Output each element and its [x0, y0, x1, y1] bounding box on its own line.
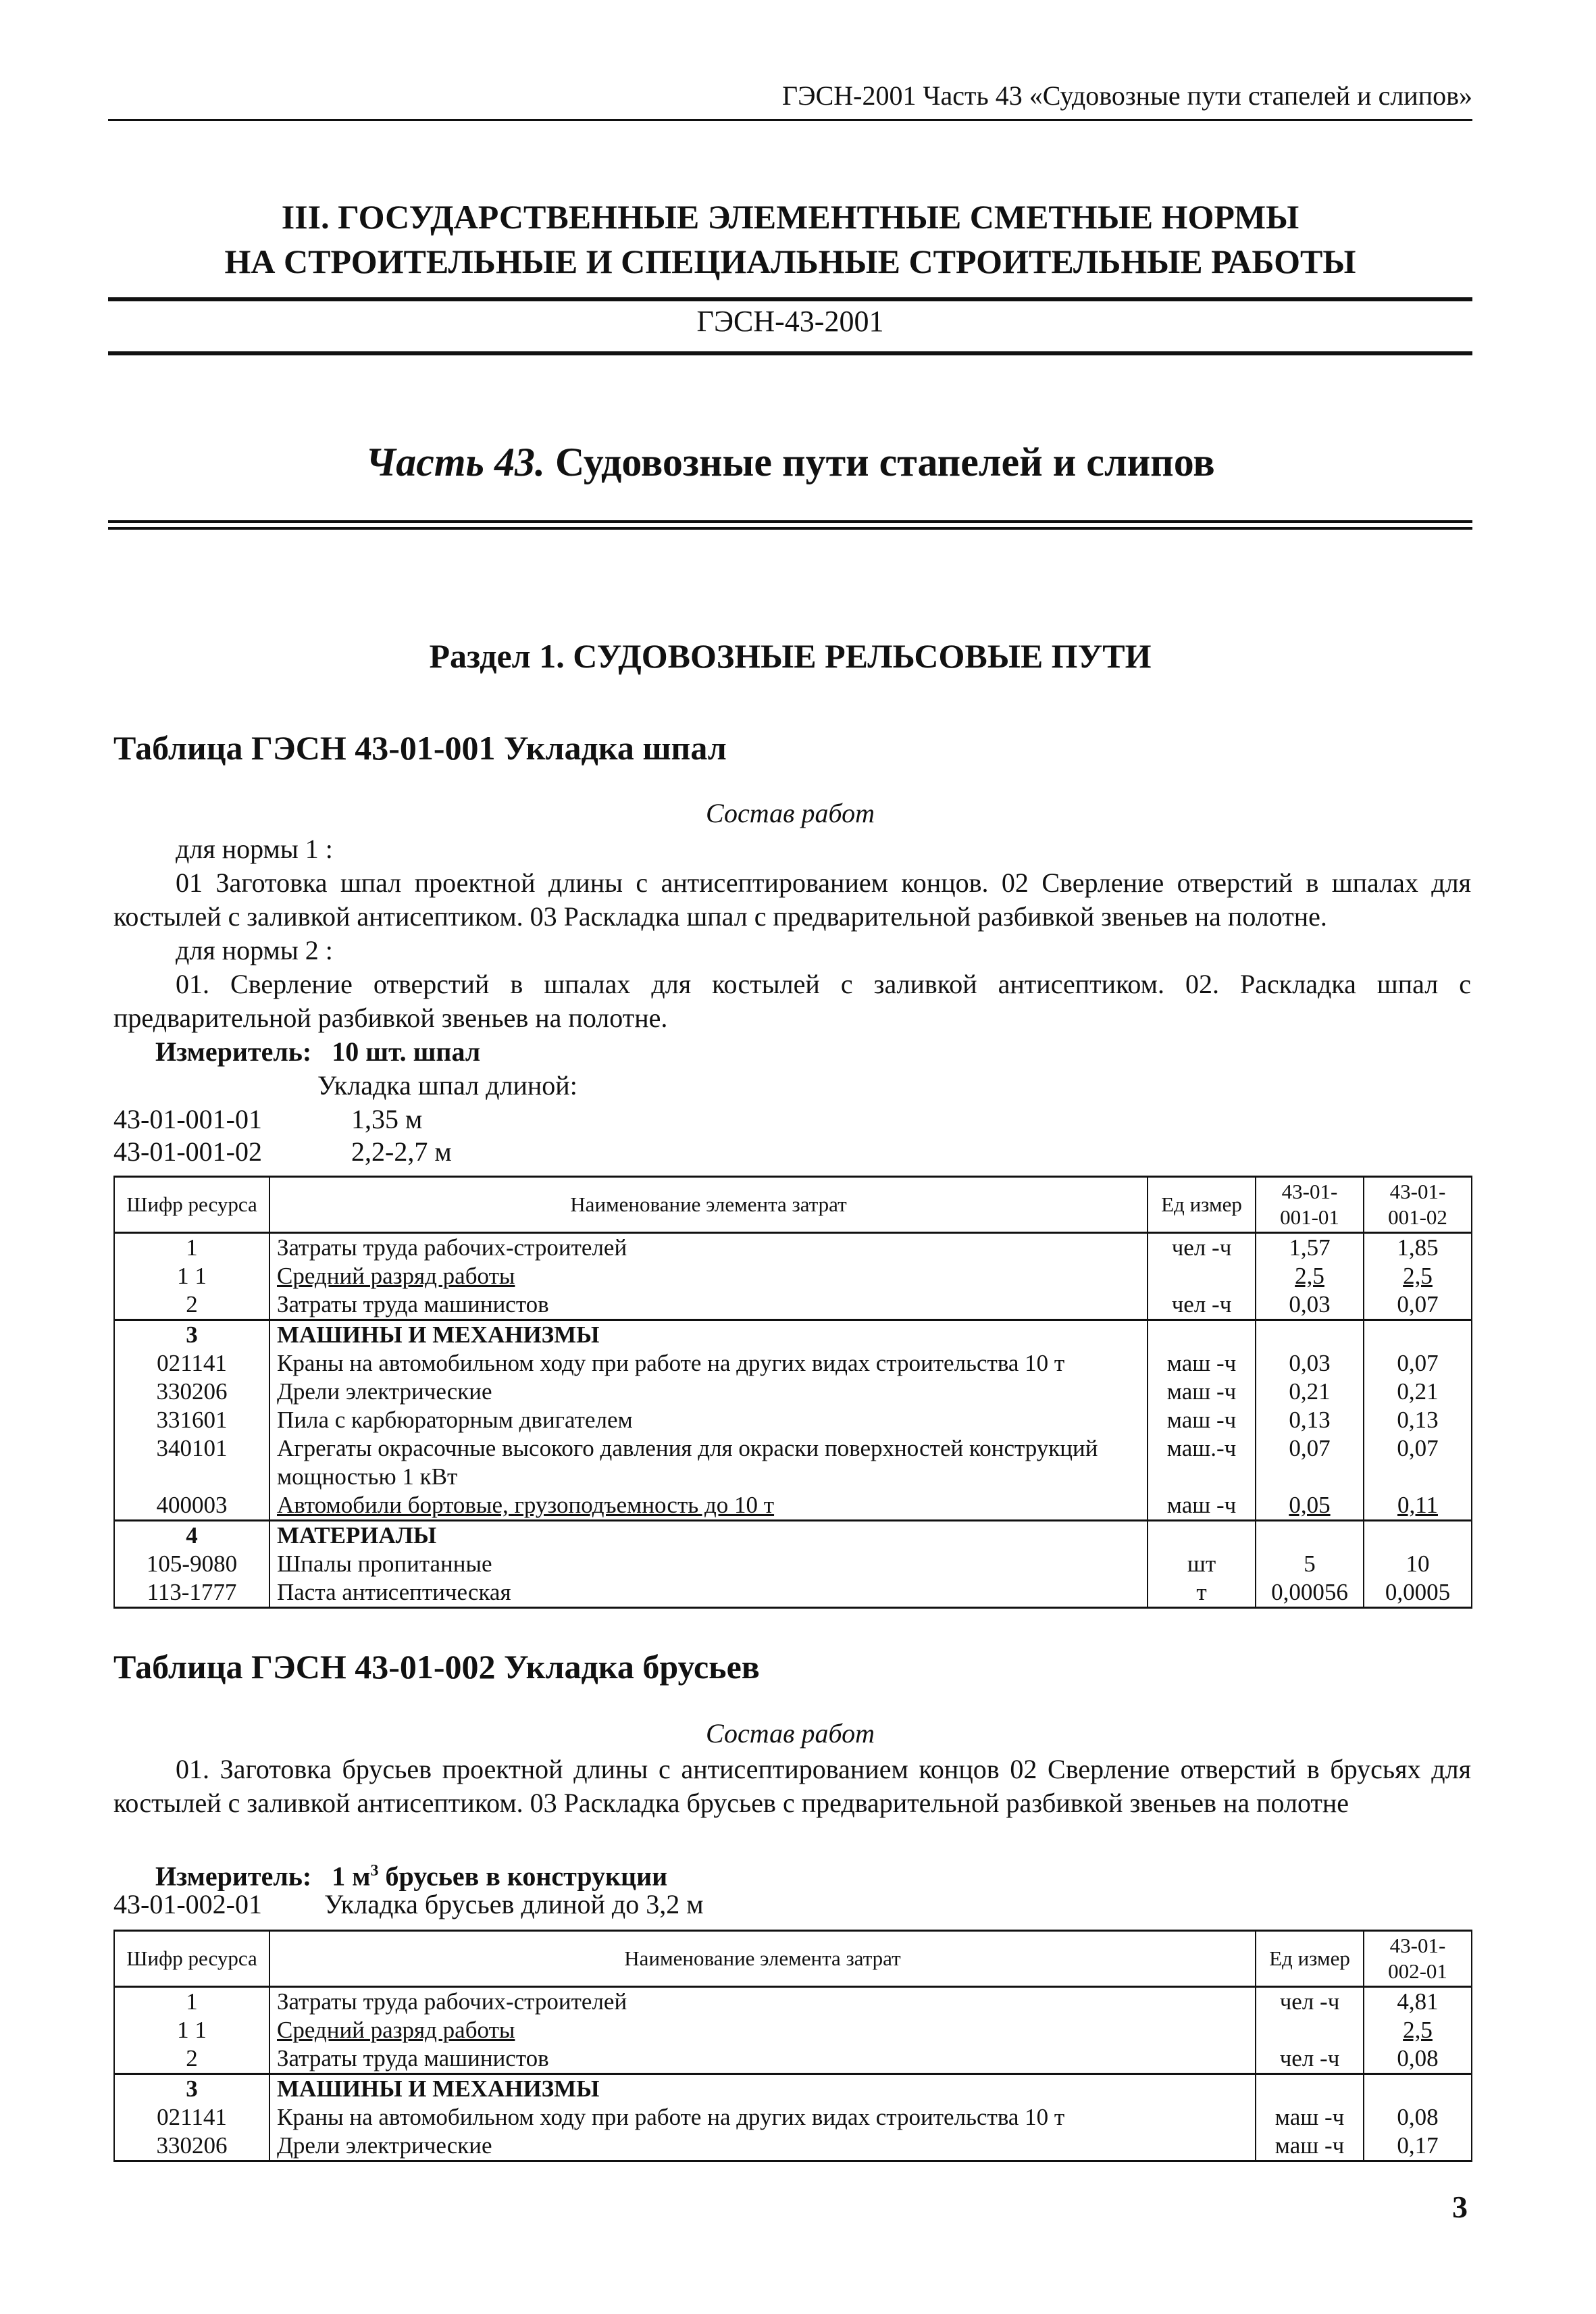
table1-col-code: Шифр ресурса — [114, 1177, 269, 1233]
cell-code: 3 — [114, 2074, 269, 2104]
cell-unit: маш -ч — [1148, 1349, 1256, 1378]
part-label: Часть 43. — [365, 440, 545, 484]
table2-col-v1: 43-01-002-01 — [1364, 1931, 1472, 1987]
cell-unit: маш -ч — [1148, 1491, 1256, 1521]
table-section-row — [114, 1521, 1472, 1551]
cell-name: МАТЕРИАЛЫ — [269, 1521, 1148, 1551]
table-row — [114, 1290, 1472, 1320]
cell-code: 113-1777 — [114, 1578, 269, 1608]
table2-measure-prefix: Измеритель: 1 м — [155, 1861, 371, 1892]
cell-name: Автомобили бортовые, грузоподъемность до 10 т — [269, 1491, 1148, 1521]
cell-name: Агрегаты окрасочные высокого давления для окраски поверхностей конструкций мощностью 1 кВт — [269, 1434, 1148, 1491]
cell-code: 1 1 — [114, 1262, 269, 1290]
cell-code: 021141 — [114, 1349, 269, 1378]
cell-unit: маш -ч — [1256, 2103, 1364, 2132]
cell-unit: шт — [1148, 1550, 1256, 1578]
cell-v1: 0,13 — [1256, 1406, 1364, 1434]
cell-unit: чел -ч — [1148, 1233, 1256, 1263]
table1-col-name: Наименование элемента затрат — [269, 1177, 1148, 1233]
cell-v1: 5 — [1256, 1550, 1364, 1578]
table-section-row — [114, 1320, 1472, 1350]
page-number: 3 — [1452, 2190, 1468, 2224]
table-row — [114, 1233, 1472, 1263]
table1-norm1-text: 01 Заготовка шпал проектной длины с антисептированием концов. 02 Сверление отверстий в шпалах для костылей с заливкой антисептиком. 03 Раскладка шпал с предварительной разбивкой звеньев на полотне. — [113, 867, 1471, 932]
table1-sub-caption: Укладка шпал длиной: — [317, 1070, 577, 1101]
cell-v1: 0,05 — [1256, 1491, 1364, 1521]
cell-v2: 0,11 — [1364, 1491, 1472, 1521]
section-title-line-1: III. ГОСУДАРСТВЕННЫЕ ЭЛЕМЕНТНЫЕ СМЕТНЫЕ НОРМЫ — [281, 198, 1299, 236]
part-name: Судовозные пути стапелей и слипов — [555, 440, 1215, 484]
cell-v2: 0,13 — [1364, 1406, 1472, 1434]
cell-name: Дрели электрические — [269, 1378, 1148, 1406]
part-rule-2 — [108, 527, 1472, 530]
cell-v2: 0,07 — [1364, 1290, 1472, 1320]
table-row — [114, 2132, 1472, 2161]
cell-v1: 0,03 — [1256, 1349, 1364, 1378]
cell-v1: 0,17 — [1364, 2132, 1472, 2161]
cell-name: Шпалы пропитанные — [269, 1550, 1148, 1578]
cell-name: Затраты труда машинистов — [269, 2044, 1256, 2074]
cell-name: Затраты труда рабочих-строителей — [269, 1233, 1148, 1263]
cell-v1: 4,81 — [1364, 1987, 1472, 2017]
table1-norm1-label: для нормы 1 : — [176, 834, 333, 864]
table2-text: 01. Заготовка брусьев проектной длины с антисептированием концов 02 Сверление отверстий в брусьях для костылей с заливкой антисептиком. 03 Раскладка брусьев с предварительной разбивкой звеньев на полотне — [113, 1754, 1471, 1818]
table-row — [114, 1406, 1472, 1434]
table-row — [114, 1349, 1472, 1378]
table1-variant-code-2: 43-01-001-02 — [113, 1136, 262, 1167]
cell-unit: маш -ч — [1148, 1406, 1256, 1434]
cell-v1: 1,57 — [1256, 1233, 1364, 1263]
cell-v1 — [1256, 1320, 1364, 1350]
table-row — [114, 2044, 1472, 2074]
code-rule-top — [108, 297, 1472, 301]
table2-title: Таблица ГЭСН 43-01-002 Укладка брусьев — [113, 1648, 760, 1686]
cell-name: Затраты труда рабочих-строителей — [269, 1987, 1256, 2017]
cell-v2 — [1364, 1320, 1472, 1350]
table-row — [114, 1378, 1472, 1406]
section-title-line-2: НА СТРОИТЕЛЬНЫЕ И СПЕЦИАЛЬНЫЕ СТРОИТЕЛЬНЫЕ РАБОТЫ — [224, 243, 1356, 280]
cell-name: Дрели электрические — [269, 2132, 1256, 2161]
table-row — [114, 1491, 1472, 1521]
cell-code: 4 — [114, 1521, 269, 1551]
cell-code: 021141 — [114, 2103, 269, 2132]
table1-resources — [113, 1176, 1472, 1609]
table-row — [114, 1262, 1472, 1290]
cell-v1: 0,08 — [1364, 2044, 1472, 2074]
cell-unit — [1148, 1320, 1256, 1350]
table-row — [114, 1578, 1472, 1608]
code-rule-bottom — [108, 351, 1472, 355]
cell-unit: маш -ч — [1256, 2132, 1364, 2161]
document-code: ГЭСН-43-2001 — [696, 305, 884, 338]
cell-code: 340101 — [114, 1434, 269, 1491]
table-row — [114, 1550, 1472, 1578]
cell-v1: 2,5 — [1256, 1262, 1364, 1290]
cell-v1: 0,00056 — [1256, 1578, 1364, 1608]
section-title — [108, 195, 1472, 284]
table1-header-row — [114, 1177, 1472, 1233]
table2-measure-suffix: брусьев в конструкции — [378, 1861, 668, 1892]
cell-name: Пила с карбюраторным двигателем — [269, 1406, 1148, 1434]
table1-variant-text-2: 2,2-2,7 м — [351, 1136, 452, 1167]
cell-code: 1 1 — [114, 2016, 269, 2044]
cell-v1: 2,5 — [1364, 2016, 1472, 2044]
table2-col-code: Шифр ресурса — [114, 1931, 269, 1987]
cell-v1 — [1364, 2074, 1472, 2104]
table1-variant-code-1: 43-01-001-01 — [113, 1104, 262, 1134]
table-row — [114, 1434, 1472, 1491]
cell-name: Краны на автомобильном ходу при работе на других видах строительства 10 т — [269, 1349, 1148, 1378]
running-header: ГЭСН-2001 Часть 43 «Судовозные пути стапелей и слипов» — [782, 80, 1472, 111]
cell-code: 1 — [114, 1233, 269, 1263]
table1-sostav: Состав работ — [706, 798, 875, 828]
cell-unit: чел -ч — [1256, 1987, 1364, 2017]
table2-col-name: Наименование элемента затрат — [269, 1931, 1256, 1987]
cell-unit: т — [1148, 1578, 1256, 1608]
cell-unit — [1256, 2016, 1364, 2044]
cell-code: 400003 — [114, 1491, 269, 1521]
cell-name: Затраты труда машинистов — [269, 1290, 1148, 1320]
table1-norm2-label: для нормы 2 : — [176, 935, 333, 965]
cell-v2: 2,5 — [1364, 1262, 1472, 1290]
table2-variant-text: Укладка брусьев длиной до 3,2 м — [324, 1889, 704, 1919]
cell-v1 — [1256, 1521, 1364, 1551]
table1-col-unit: Ед измер — [1148, 1177, 1256, 1233]
cell-unit — [1148, 1521, 1256, 1551]
cell-code: 330206 — [114, 2132, 269, 2161]
cell-name: МАШИНЫ И МЕХАНИЗМЫ — [269, 1320, 1148, 1350]
cell-name: МАШИНЫ И МЕХАНИЗМЫ — [269, 2074, 1256, 2104]
cell-v1: 0,21 — [1256, 1378, 1364, 1406]
cell-code: 3 — [114, 1320, 269, 1350]
table1-variant-text-1: 1,35 м — [351, 1104, 423, 1134]
part-rule-1 — [108, 520, 1472, 523]
cell-name: Паста антисептическая — [269, 1578, 1148, 1608]
part-title — [108, 439, 1472, 486]
cell-v2: 0,07 — [1364, 1434, 1472, 1491]
table1-norm2-text: 01. Сверление отверстий в шпалах для костылей с заливкой антисептиком. 02. Раскладка шпал с предварительной разбивкой звеньев на полотне. — [113, 969, 1471, 1033]
cell-code: 2 — [114, 2044, 269, 2074]
table2-measure-sup: 3 — [370, 1862, 379, 1880]
cell-unit: чел -ч — [1148, 1290, 1256, 1320]
cell-v1: 0,08 — [1364, 2103, 1472, 2132]
table-row — [114, 1987, 1472, 2017]
cell-unit — [1256, 2074, 1364, 2104]
table2-header-row — [114, 1931, 1472, 1987]
cell-code: 1 — [114, 1987, 269, 2017]
cell-name: Средний разряд работы — [269, 2016, 1256, 2044]
cell-code: 105-9080 — [114, 1550, 269, 1578]
cell-v1: 0,07 — [1256, 1434, 1364, 1491]
table1-col-v1: 43-01-001-01 — [1256, 1177, 1364, 1233]
cell-name: Средний разряд работы — [269, 1262, 1148, 1290]
table1-title: Таблица ГЭСН 43-01-001 Укладка шпал — [113, 729, 727, 767]
header-rule — [108, 119, 1472, 121]
cell-code: 331601 — [114, 1406, 269, 1434]
cell-unit — [1148, 1262, 1256, 1290]
cell-v1: 0,03 — [1256, 1290, 1364, 1320]
table1-col-v2: 43-01-001-02 — [1364, 1177, 1472, 1233]
table-row — [114, 2016, 1472, 2044]
cell-code: 330206 — [114, 1378, 269, 1406]
table2-sostav: Состав работ — [706, 1718, 875, 1749]
cell-v2: 0,0005 — [1364, 1578, 1472, 1608]
table2-resources — [113, 1930, 1472, 2162]
table2-variant-code: 43-01-002-01 — [113, 1889, 262, 1919]
cell-unit: маш.-ч — [1148, 1434, 1256, 1491]
table1-measure: Измеритель: 10 шт. шпал — [155, 1036, 481, 1067]
cell-unit: маш -ч — [1148, 1378, 1256, 1406]
cell-v2: 10 — [1364, 1550, 1472, 1578]
cell-v2: 1,85 — [1364, 1233, 1472, 1263]
cell-v2: 0,21 — [1364, 1378, 1472, 1406]
cell-v2: 0,07 — [1364, 1349, 1472, 1378]
razdel-title: Раздел 1. СУДОВОЗНЫЕ РЕЛЬСОВЫЕ ПУТИ — [429, 637, 1152, 675]
cell-name: Краны на автомобильном ходу при работе на других видах строительства 10 т — [269, 2103, 1256, 2132]
table2-col-unit: Ед измер — [1256, 1931, 1364, 1987]
cell-v2 — [1364, 1521, 1472, 1551]
table-section-row — [114, 2074, 1472, 2104]
cell-code: 2 — [114, 1290, 269, 1320]
table-row — [114, 2103, 1472, 2132]
cell-unit: чел -ч — [1256, 2044, 1364, 2074]
